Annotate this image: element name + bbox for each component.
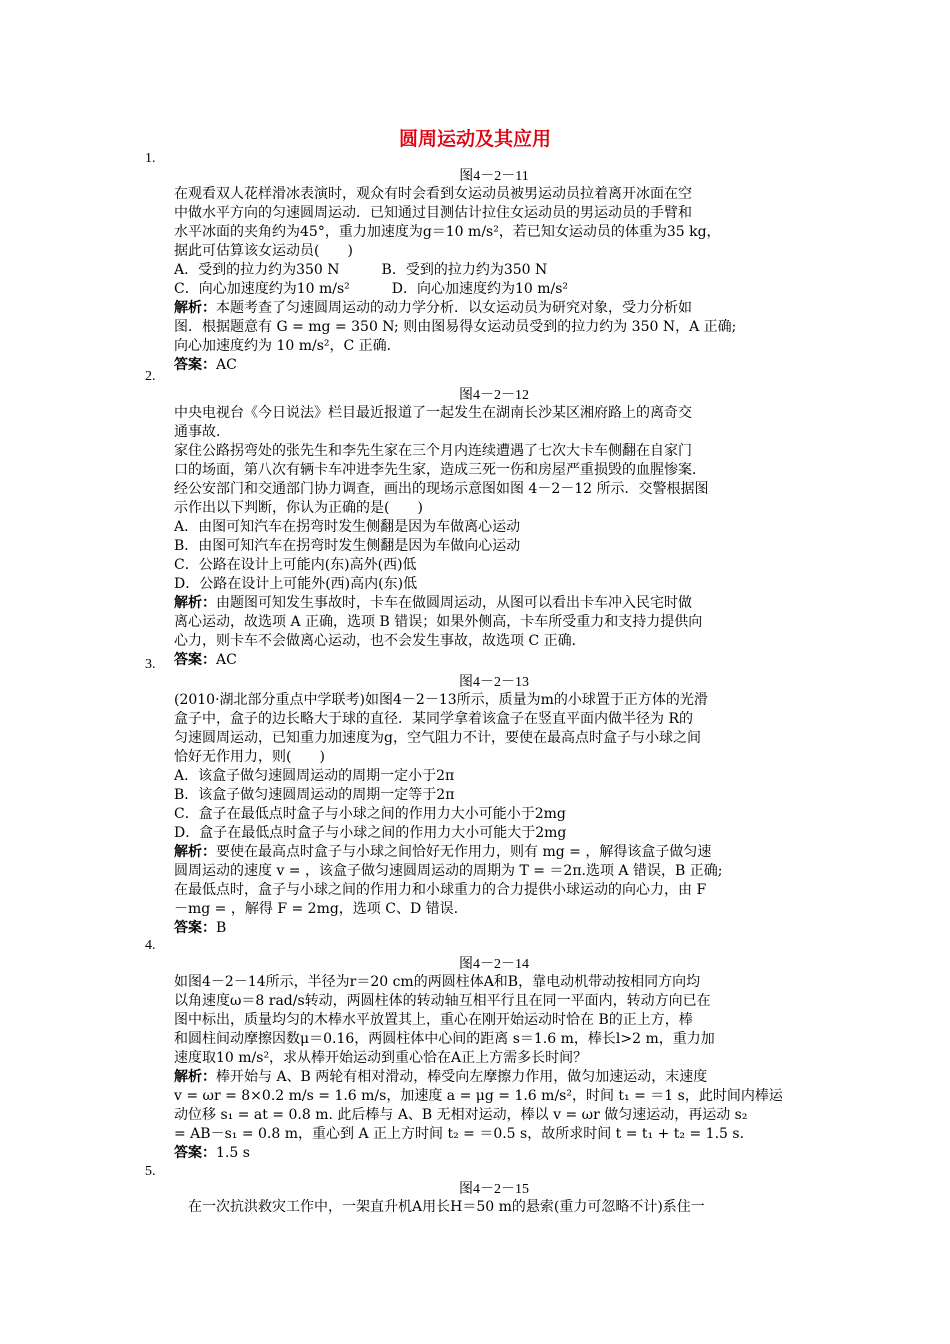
question-line: 中做水平方向的匀速圆周运动．已知通过目测估计拉住女运动员的男运动员的手臂和 — [174, 205, 692, 221]
question-line: 速度取10 m/s²，求从棒开始运动到重心恰在A正上方需多长时间？ — [174, 1050, 588, 1066]
question-line: 盒子中，盒子的边长略大于球的直径．某同学拿着该盒子在竖直平面内做半径为 R的 — [174, 711, 693, 727]
analysis-line: 圆周运动的速度 v = ，该盒子做匀速圆周运动的周期为 T = ＝2π.选项 A 错误，B 正确; — [174, 863, 723, 879]
question-line: 恰好无作用力，则( ) — [174, 749, 325, 765]
question-line: 口的场面，第八次有辆卡车冲进李先生家，造成三死一伤和房屋严重损毁的血腥惨案． — [174, 462, 706, 478]
analysis-line: = AB－s₁ = 0.8 m，重心到 A 正上方时间 t₂ = ＝0.5 s，故所求时间 t = t₁ + t₂ = 1.5 s. — [174, 1126, 745, 1142]
figure-caption: 图4－2－14 — [459, 957, 529, 972]
option-line: D．盒子在最低点时盒子与小球之间的作用力大小可能大于2mg — [174, 825, 567, 841]
question-line: 如图4－2－14所示，半径为r＝20 cm的两圆柱体A和B，靠电动机带动按相同方向均 — [174, 974, 701, 990]
option-line: B．该盒子做匀速圆周运动的周期一定等于2π — [174, 787, 455, 803]
figure-caption: 图4－2－11 — [459, 169, 529, 184]
analysis-line: －mg = ，解得 F = 2mg，选项 C、D 错误. — [174, 901, 459, 917]
question-text — [174, 404, 814, 670]
analysis-label: 解析： — [174, 300, 216, 316]
analysis-line: 解析：由题图可知发生事故时，卡车在做圆周运动，从图可以看出卡车冲入民宅时做 — [174, 595, 692, 611]
question-number: 5. — [145, 1164, 156, 1179]
answer-line — [174, 919, 814, 938]
answer-label: 答案： — [174, 357, 216, 373]
option-line: B．由图可知汽车在拐弯时发生侧翻是因为车做向心运动 — [174, 538, 521, 554]
figure-caption: 图4－2－15 — [459, 1182, 529, 1197]
answer-label: 答案： — [174, 920, 216, 936]
analysis-line: 心力，则卡车不会做离心运动，也不会发生事故，故选项 C 正确． — [174, 633, 586, 649]
answer-label: 答案： — [174, 652, 216, 668]
question-line: 图中标出，质量均匀的木棒水平放置其上，重心在刚开始运动时恰在 B的正上方，棒 — [174, 1012, 693, 1028]
analysis-label: 解析： — [174, 595, 216, 611]
analysis-line: 动位移 s₁ = at = 0.8 m. 此后棒与 A、B 无相对运动，棒以 v = ωr 做匀速运动，再运动 s₂ — [174, 1107, 748, 1123]
analysis-label: 解析： — [174, 1069, 216, 1085]
answer-line — [174, 1144, 814, 1163]
question-text — [174, 973, 814, 1163]
page-title: 圆周运动及其应用 — [398, 128, 551, 150]
question-number: 3. — [145, 657, 156, 672]
analysis-label: 解析： — [174, 844, 216, 860]
analysis-line: 向心加速度约为 10 m/s²，C 正确． — [174, 338, 401, 354]
question-line: 在一次抗洪救灾工作中，一架直升机A用长H＝50 m的悬索(重力可忽略不计)系住一 — [174, 1199, 705, 1215]
question-line: 以角速度ω＝8 rad/s转动，两圆柱体的转动轴互相平行且在同一平面内，转动方向已在 — [174, 993, 711, 1009]
question-line: 在观看双人花样滑冰表演时，观众有时会看到女运动员被男运动员拉着离开冰面在空 — [174, 186, 692, 202]
analysis-line: 解析：本题考查了匀速圆周运动的动力学分析．以女运动员为研究对象，受力分析如 — [174, 300, 692, 316]
answer-line — [174, 651, 814, 670]
analysis-line: 图．根据题意有 G = mg = 350 N; 则由图易得女运动员受到的拉力约为 350 N，A 正确; — [174, 319, 737, 335]
option-line: A．该盒子做匀速圆周运动的周期一定小于2π — [174, 768, 455, 784]
option-line: A．由图可知汽车在拐弯时发生侧翻是因为车做离心运动 — [174, 519, 521, 535]
analysis-line: 解析：棒开始与 A、B 两轮有相对滑动，棒受向左摩擦力作用，做匀加速运动，末速度 — [174, 1069, 708, 1085]
answer-value: AC — [216, 357, 237, 373]
analysis-line: 解析：要使在最高点时盒子与小球之间恰好无作用力，则有 mg = ，解得该盒子做匀速 — [174, 844, 712, 860]
question-number: 1. — [145, 151, 156, 166]
question-line: 经公安部门和交通部门协力调查，画出的现场示意图如图 4－2－12 所示．交警根据图 — [174, 481, 709, 497]
answer-value: B — [216, 920, 227, 936]
answer-value: 1.5 s — [216, 1145, 250, 1161]
question-line: 和圆柱间动摩擦因数μ＝0.16，两圆柱体中心间的距离 s＝1.6 m，棒长l>2 m，重力加 — [174, 1031, 715, 1047]
analysis-line: v = ωr = 8×0.2 m/s = 1.6 m/s，加速度 a = μg = 1.6 m/s²，时间 t₁ = ＝1 s，此时间内棒运 — [174, 1088, 783, 1104]
question-number: 2. — [145, 369, 156, 384]
answer-value: AC — [216, 652, 237, 668]
question-line: 水平冰面的夹角约为45°，重力加速度为g＝10 m/s²，若已知女运动员的体重为35 kg， — [174, 224, 721, 240]
question-line: 据此可估算该女运动员( ) — [174, 243, 353, 259]
question-line: 通事故． — [174, 424, 230, 440]
answer-line — [174, 356, 814, 375]
option-line: A．受到的拉力约为350 N B．受到的拉力约为350 N — [174, 262, 548, 278]
analysis-line: 离心运动，故选项 A 正确，选项 B 错误；如果外侧高，卡车所受重力和支持力提供向 — [174, 614, 703, 630]
analysis-line: 在最低点时，盒子与小球之间的作用力和小球重力的合力提供小球运动的向心力，由 F — [174, 882, 707, 898]
question-line: 示作出以下判断，你认为正确的是( ) — [174, 500, 423, 516]
figure-caption: 图4－2－13 — [459, 675, 529, 690]
question-line: 匀速圆周运动，已知重力加速度为g，空气阻力不计，要使在最高点时盒子与小球之间 — [174, 730, 701, 746]
question-line: 家住公路拐弯处的张先生和李先生家在三个月内连续遭遇了七次大卡车侧翻在自家门 — [174, 443, 692, 459]
question-text — [174, 1198, 814, 1217]
figure-caption: 图4－2－12 — [459, 388, 529, 403]
question-text — [174, 185, 814, 375]
option-line: D．公路在设计上可能外(西)高内(东)低 — [174, 576, 418, 592]
question-line: 中央电视台《今日说法》栏目最近报道了一起发生在湖南长沙某区湘府路上的离奇交 — [174, 405, 692, 421]
option-line: C．公路在设计上可能内(东)高外(西)低 — [174, 557, 417, 573]
question-line: (2010·湖北部分重点中学联考)如图4－2－13所示，质量为m的小球置于正方体的光滑 — [174, 692, 708, 708]
option-line: C．盒子在最低点时盒子与小球之间的作用力大小可能小于2mg — [174, 806, 566, 822]
answer-label: 答案： — [174, 1145, 216, 1161]
option-line: C．向心加速度约为10 m/s² D．向心加速度约为10 m/s² — [174, 281, 569, 297]
question-number: 4. — [145, 938, 156, 953]
question-text — [174, 691, 814, 938]
